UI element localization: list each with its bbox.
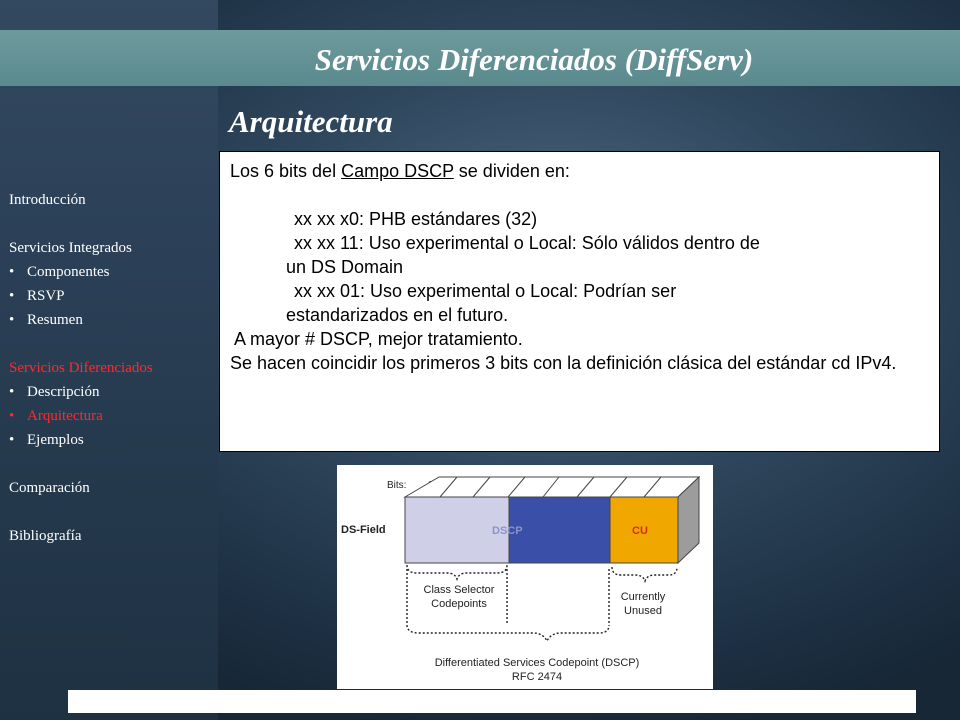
ds-field-label: DS-Field bbox=[341, 524, 386, 536]
slide-title: Servicios Diferenciados (DiffServ) bbox=[314, 42, 754, 77]
nav-item-comparaci-n[interactable]: Comparación bbox=[9, 480, 90, 496]
currently-unused-text-1: Currently bbox=[620, 591, 666, 603]
dscp-label: DSCP bbox=[492, 525, 523, 537]
nav-item-servicios-diferenciados[interactable]: Servicios Diferenciados bbox=[9, 360, 153, 376]
class-selector-text-1: Class Selector bbox=[423, 584, 495, 596]
nav-spacer bbox=[9, 212, 214, 236]
nav-spacer bbox=[9, 452, 214, 476]
phb-standard-line: xx xx x0: PHB estándares (32) bbox=[294, 209, 538, 229]
ipv4-match-line: Se hacen coincidir los primeros 3 bits con la definición clásica del estándar cd IPv4. bbox=[230, 353, 897, 373]
bottom-caption-2: RFC 2474 bbox=[511, 671, 563, 683]
nav-item-ejemplos[interactable]: • Ejemplos bbox=[9, 428, 214, 452]
ds-field-figure bbox=[337, 465, 713, 689]
intro-text-end: se dividen en: bbox=[453, 161, 570, 181]
class-selector-text-2: Codepoints bbox=[431, 598, 487, 610]
nav-item-servicios-integrados[interactable]: Servicios Integrados bbox=[9, 240, 132, 256]
ds-field-diagram bbox=[337, 465, 713, 689]
currently-unused-text-2: Unused bbox=[624, 605, 662, 617]
nav-item-arquitectura[interactable]: • Arquitectura bbox=[9, 404, 214, 428]
dscp-block bbox=[509, 497, 610, 563]
bits-label: Bits: bbox=[387, 480, 407, 491]
blank-line bbox=[230, 183, 929, 207]
bottom-caption-1: Differentiated Services Codepoint (DSCP) bbox=[434, 657, 640, 669]
dscp-field-link[interactable]: Campo DSCP bbox=[341, 161, 454, 181]
nav-item-introducci-n[interactable]: Introducción bbox=[9, 192, 86, 208]
intro-text: Los 6 bits del bbox=[230, 161, 342, 181]
slide-subtitle: Arquitectura bbox=[229, 104, 393, 139]
nav-spacer bbox=[9, 332, 214, 356]
experimental-local-line: xx xx 11: Uso experimental o Local: Sólo válidos dentro de bbox=[294, 233, 760, 253]
nav-item-descripci-n[interactable]: • Descripción bbox=[9, 380, 214, 404]
nav-item-resumen[interactable]: • Resumen bbox=[9, 308, 214, 332]
content-textbox bbox=[219, 151, 940, 452]
intro-line bbox=[230, 159, 929, 183]
footer-text bbox=[68, 713, 916, 720]
experimental-standard-line: xx xx 01: Uso experimental o Local: Podrían ser bbox=[294, 281, 677, 301]
cu-label: CU bbox=[632, 525, 648, 537]
footer-strip bbox=[68, 690, 916, 713]
nav-item-bibliograf-a[interactable]: Bibliografía bbox=[9, 528, 82, 544]
nav-item-rsvp[interactable]: • RSVP bbox=[9, 284, 214, 308]
experimental-standard-line-cont: estandarizados en el futuro. bbox=[286, 305, 509, 325]
mayor-dscp-line: A mayor # DSCP, mejor tratamiento. bbox=[234, 329, 523, 349]
experimental-local-line-cont: un DS Domain bbox=[286, 257, 404, 277]
nav-item-componentes[interactable]: • Componentes bbox=[9, 260, 214, 284]
nav-spacer bbox=[9, 500, 214, 524]
outline-nav bbox=[9, 188, 214, 548]
